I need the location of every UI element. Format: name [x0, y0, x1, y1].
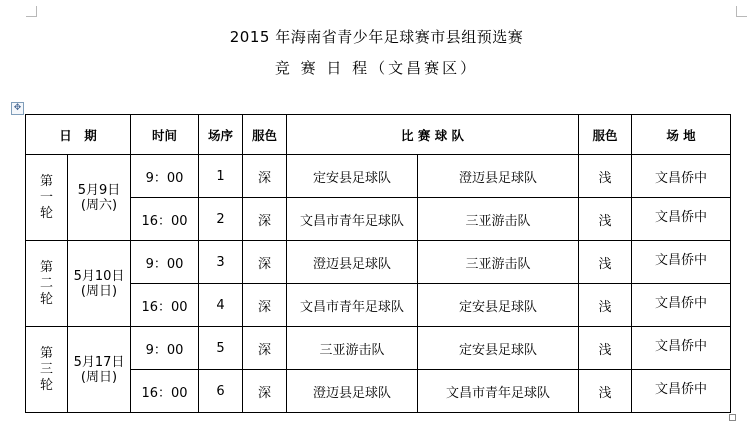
table-row — [26, 198, 731, 241]
kit-color-away: 浅 — [579, 284, 632, 327]
header-kit2: 服色 — [579, 115, 632, 155]
match-order: 6 — [199, 370, 243, 413]
table-header-row — [26, 115, 731, 155]
document-subtitle: 竞 赛 日 程（文昌赛区） — [274, 59, 479, 77]
round-label: 第 二 轮 — [26, 241, 68, 327]
kit-color-home: 深 — [243, 284, 287, 327]
match-time: 9：00 — [131, 241, 199, 284]
kit-color-away: 浅 — [579, 370, 632, 413]
kit-color-home: 深 — [243, 155, 287, 198]
kit-color-away: 浅 — [579, 327, 632, 370]
round-label: 第 一 轮 — [26, 155, 68, 241]
match-venue: 文昌侨中 — [632, 241, 731, 284]
team-away: 定安县足球队 — [418, 327, 579, 370]
team-away: 定安县足球队 — [418, 284, 579, 327]
match-order: 3 — [199, 241, 243, 284]
document-title: 2015 年海南省青少年足球赛市县组预选赛 — [229, 28, 524, 46]
kit-color-home: 深 — [243, 370, 287, 413]
match-venue: 文昌侨中 — [632, 155, 731, 198]
match-order: 2 — [199, 198, 243, 241]
round-label: 第 三 轮 — [26, 327, 68, 413]
match-time: 9：00 — [131, 155, 199, 198]
team-away: 文昌市青年足球队 — [418, 370, 579, 413]
table-row — [26, 327, 731, 370]
kit-color-away: 浅 — [579, 198, 632, 241]
table-row — [26, 284, 731, 327]
match-time: 16：00 — [131, 284, 199, 327]
table-row — [26, 155, 731, 198]
match-time: 16：00 — [131, 198, 199, 241]
team-away: 三亚游击队 — [418, 198, 579, 241]
team-away: 澄迈县足球队 — [418, 155, 579, 198]
team-home: 澄迈县足球队 — [287, 370, 418, 413]
header-order: 场序 — [199, 115, 243, 155]
team-home: 文昌市青年足球队 — [287, 284, 418, 327]
page-corner-mark-left — [26, 6, 37, 17]
team-home: 三亚游击队 — [287, 327, 418, 370]
match-time: 9：00 — [131, 327, 199, 370]
kit-color-away: 浅 — [579, 155, 632, 198]
kit-color-away: 浅 — [579, 241, 632, 284]
team-home: 定安县足球队 — [287, 155, 418, 198]
header-kit1: 服色 — [243, 115, 287, 155]
match-order: 5 — [199, 327, 243, 370]
table-resize-handle[interactable] — [729, 414, 736, 421]
header-date: 日 期 — [26, 115, 131, 155]
team-home: 文昌市青年足球队 — [287, 198, 418, 241]
page-corner-mark-right — [736, 6, 747, 17]
team-home: 澄迈县足球队 — [287, 241, 418, 284]
kit-color-home: 深 — [243, 327, 287, 370]
match-date: 5月9日 (周六) — [68, 155, 131, 241]
team-away: 三亚游击队 — [418, 241, 579, 284]
schedule-table — [25, 114, 731, 413]
table-row — [26, 241, 731, 284]
match-venue: 文昌侨中 — [632, 198, 731, 241]
match-order: 1 — [199, 155, 243, 198]
header-venue: 场 地 — [632, 115, 731, 155]
header-time: 时间 — [131, 115, 199, 155]
match-date: 5月10日 (周日) — [68, 241, 131, 327]
kit-color-home: 深 — [243, 241, 287, 284]
table-move-handle-icon[interactable]: ✥ — [11, 102, 24, 115]
match-venue: 文昌侨中 — [632, 284, 731, 327]
kit-color-home: 深 — [243, 198, 287, 241]
header-teams: 比 赛 球 队 — [287, 115, 579, 155]
match-venue: 文昌侨中 — [632, 327, 731, 370]
match-time: 16：00 — [131, 370, 199, 413]
match-venue: 文昌侨中 — [632, 370, 731, 413]
table-row — [26, 370, 731, 413]
match-order: 4 — [199, 284, 243, 327]
match-date: 5月17日 (周日) — [68, 327, 131, 413]
